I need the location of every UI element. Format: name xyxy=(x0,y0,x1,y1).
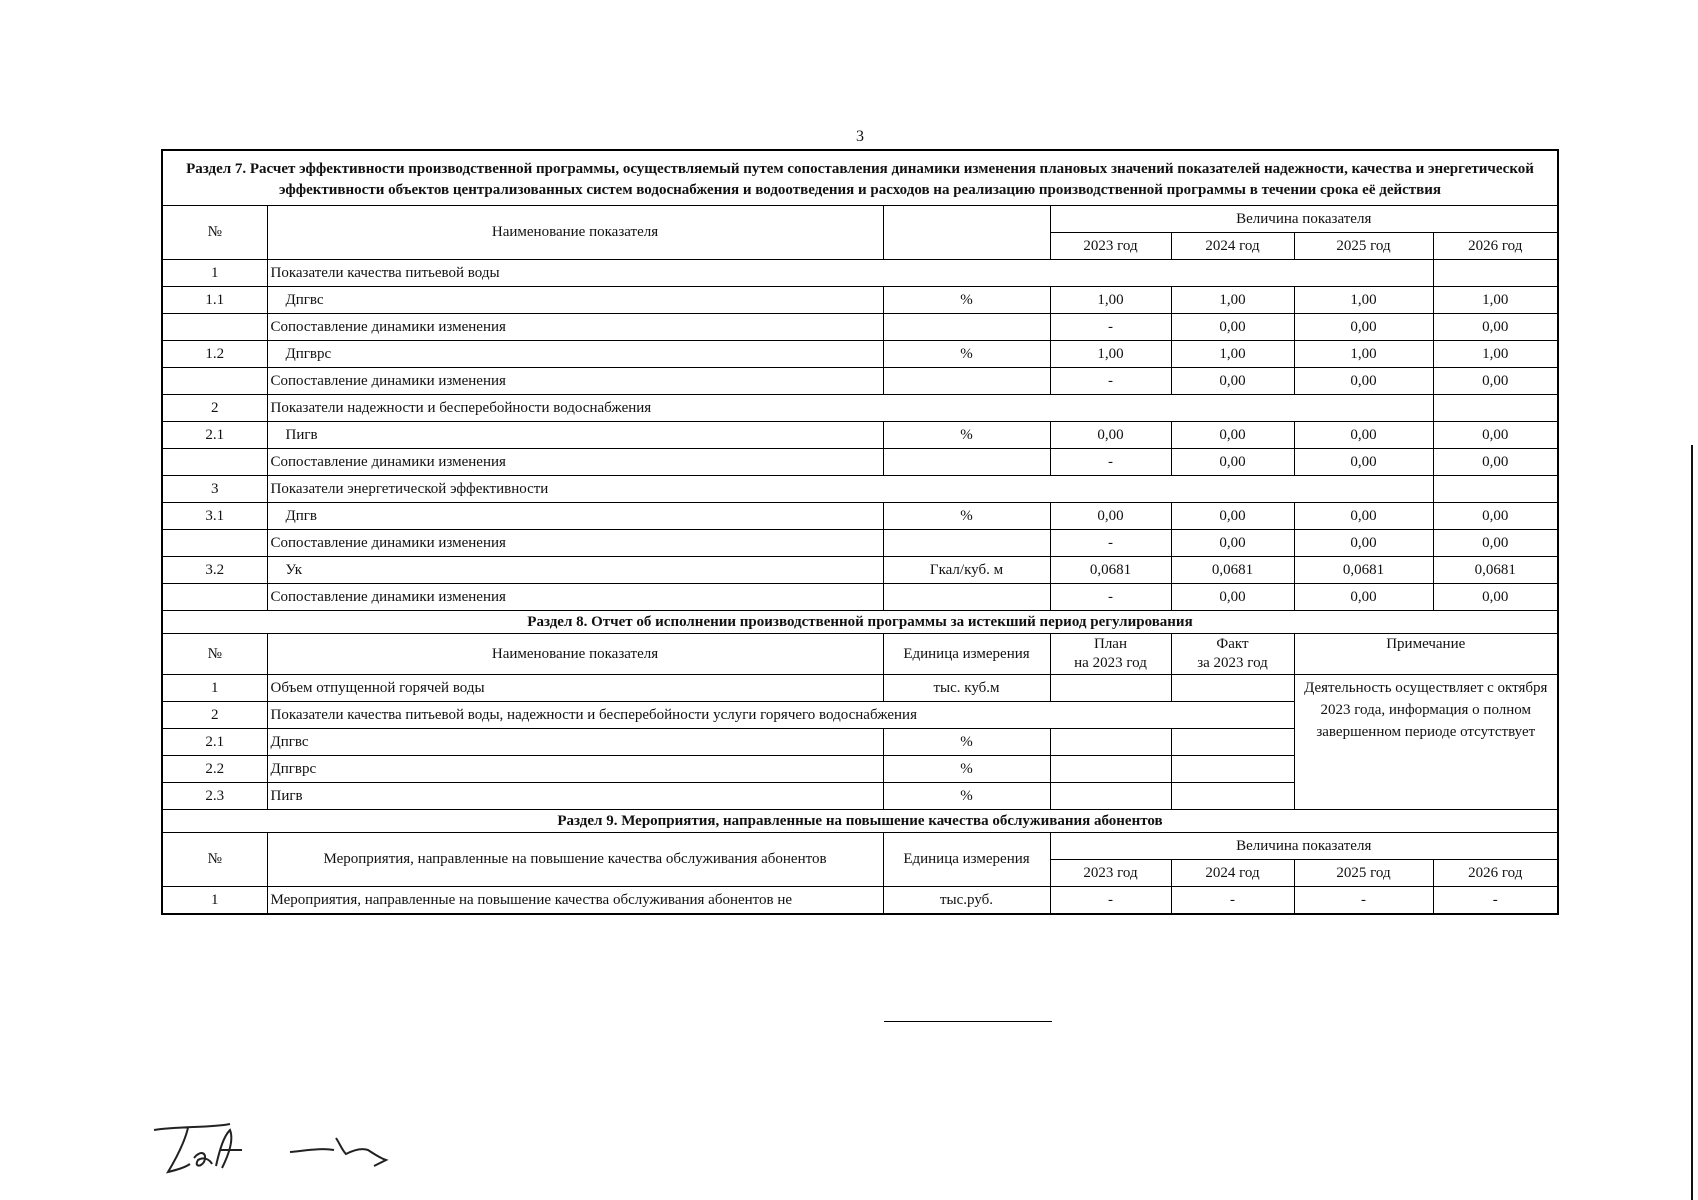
scan-edge-line xyxy=(1691,445,1693,1200)
column-header-num: № xyxy=(162,634,267,675)
group-num: 1 xyxy=(162,260,267,287)
indicator-name: Дпгврс xyxy=(267,341,883,368)
indicator-row xyxy=(162,422,1558,449)
column-header-value: Величина показателя xyxy=(1050,206,1558,233)
indicator-name: Пигв xyxy=(267,422,883,449)
indicator-unit: % xyxy=(883,341,1050,368)
empty-cell xyxy=(1433,395,1558,422)
indicator-value: 1,00 xyxy=(1433,341,1558,368)
comparison-value: 0,00 xyxy=(1433,449,1558,476)
indicator-value: 1,00 xyxy=(1171,287,1294,314)
comparison-value: 0,00 xyxy=(1294,314,1433,341)
comparison-value: 0,00 xyxy=(1433,314,1558,341)
report-row xyxy=(162,675,1558,702)
comparison-label: Сопоставление динамики изменения xyxy=(267,584,883,611)
fact-value xyxy=(1171,729,1294,756)
column-header-unit: Единица измерения xyxy=(883,833,1050,887)
empty-cell xyxy=(883,449,1050,476)
report-unit: % xyxy=(883,756,1050,783)
report-num: 2 xyxy=(162,702,267,729)
report-num: 2.2 xyxy=(162,756,267,783)
empty-cell xyxy=(162,449,267,476)
report-num: 2.3 xyxy=(162,783,267,810)
plan-value xyxy=(1050,675,1171,702)
fact-value xyxy=(1171,783,1294,810)
comparison-value: 0,00 xyxy=(1433,530,1558,557)
comparison-value: 0,00 xyxy=(1171,530,1294,557)
note-text: Деятельность осуществляет с октября 2023 года, информация о полном завершенном периоде отсутствует xyxy=(1294,675,1558,810)
column-header-note: Примечание xyxy=(1294,634,1558,675)
plan-period: на 2023 год xyxy=(1074,655,1147,671)
report-table-body xyxy=(162,150,1558,914)
column-header-num: № xyxy=(162,833,267,887)
section-9-title: Раздел 9. Мероприятия, направленные на повышение качества обслуживания абонентов xyxy=(162,810,1558,833)
comparison-value: - xyxy=(1050,314,1171,341)
measure-row xyxy=(162,887,1558,915)
indicator-value: 0,00 xyxy=(1050,503,1171,530)
comparison-row xyxy=(162,584,1558,611)
indicator-row xyxy=(162,341,1558,368)
group-num: 2 xyxy=(162,395,267,422)
section-8-title: Раздел 8. Отчет об исполнении производственной программы за истекший период регулирования xyxy=(162,611,1558,634)
indicator-unit: % xyxy=(883,287,1050,314)
indicator-unit: % xyxy=(883,503,1050,530)
indicator-num: 2.1 xyxy=(162,422,267,449)
report-group-title: Показатели качества питьевой воды, надежности и бесперебойности услуги горячего водоснабжения xyxy=(267,702,1294,729)
plan-value xyxy=(1050,756,1171,783)
group-num: 3 xyxy=(162,476,267,503)
group-row xyxy=(162,395,1558,422)
indicator-value: 1,00 xyxy=(1171,341,1294,368)
indicator-value: 0,0681 xyxy=(1294,557,1433,584)
report-name: Пигв xyxy=(267,783,883,810)
fact-period: за 2023 год xyxy=(1197,655,1268,671)
empty-cell xyxy=(162,530,267,557)
indicator-row xyxy=(162,503,1558,530)
group-title: Показатели качества питьевой воды xyxy=(267,260,1433,287)
plan-value xyxy=(1050,729,1171,756)
column-header-year: 2023 год xyxy=(1050,860,1171,887)
indicator-value: 0,00 xyxy=(1433,503,1558,530)
indicator-value: 0,00 xyxy=(1294,422,1433,449)
report-name: Дпгврс xyxy=(267,756,883,783)
comparison-label: Сопоставление динамики изменения xyxy=(267,314,883,341)
indicator-unit: Гкал/куб. м xyxy=(883,557,1050,584)
report-name: Объем отпущенной горячей воды xyxy=(267,675,883,702)
measure-unit: тыс.руб. xyxy=(883,887,1050,915)
measure-value: - xyxy=(1433,887,1558,915)
fact-value xyxy=(1171,756,1294,783)
column-header-year: 2025 год xyxy=(1294,233,1433,260)
measure-num: 1 xyxy=(162,887,267,915)
section-7-title-row xyxy=(162,150,1558,206)
column-header-name: Наименование показателя xyxy=(267,206,883,260)
indicator-value: 0,0681 xyxy=(1171,557,1294,584)
column-header-year: 2023 год xyxy=(1050,233,1171,260)
indicator-value: 0,00 xyxy=(1171,422,1294,449)
indicator-row xyxy=(162,557,1558,584)
section-8-header-row xyxy=(162,634,1558,675)
indicator-value: 1,00 xyxy=(1050,341,1171,368)
section-7-header-row xyxy=(162,206,1558,233)
report-name: Дпгвс xyxy=(267,729,883,756)
indicator-num: 3.2 xyxy=(162,557,267,584)
empty-cell xyxy=(883,530,1050,557)
column-header-name: Мероприятия, направленные на повышение качества обслуживания абонентов xyxy=(267,833,883,887)
measure-value: - xyxy=(1171,887,1294,915)
report-num: 2.1 xyxy=(162,729,267,756)
column-header-year: 2024 год xyxy=(1171,233,1294,260)
comparison-value: 0,00 xyxy=(1433,584,1558,611)
comparison-value: 0,00 xyxy=(1171,449,1294,476)
indicator-value: 0,00 xyxy=(1050,422,1171,449)
column-header-year: 2024 год xyxy=(1171,860,1294,887)
group-row xyxy=(162,260,1558,287)
empty-cell xyxy=(162,368,267,395)
report-unit: % xyxy=(883,729,1050,756)
column-header-year: 2026 год xyxy=(1433,233,1558,260)
comparison-value: 0,00 xyxy=(1171,368,1294,395)
indicator-value: 0,00 xyxy=(1433,422,1558,449)
empty-cell xyxy=(883,368,1050,395)
plan-label: План xyxy=(1093,636,1127,652)
column-header-unit: Единица измерения xyxy=(883,634,1050,675)
empty-cell xyxy=(1433,476,1558,503)
section-9-header-row xyxy=(162,833,1558,860)
comparison-value: - xyxy=(1050,449,1171,476)
comparison-row xyxy=(162,530,1558,557)
comparison-value: 0,00 xyxy=(1171,584,1294,611)
handwritten-signature xyxy=(150,1110,430,1190)
indicator-value: 0,00 xyxy=(1294,503,1433,530)
report-table xyxy=(161,149,1559,915)
indicator-value: 0,0681 xyxy=(1433,557,1558,584)
indicator-value: 1,00 xyxy=(1294,341,1433,368)
measure-value: - xyxy=(1294,887,1433,915)
indicator-num: 1.1 xyxy=(162,287,267,314)
comparison-value: 0,00 xyxy=(1171,314,1294,341)
column-header-unit xyxy=(883,206,1050,260)
plan-value xyxy=(1050,783,1171,810)
comparison-value: 0,00 xyxy=(1294,449,1433,476)
indicator-value: 1,00 xyxy=(1050,287,1171,314)
comparison-value: 0,00 xyxy=(1294,368,1433,395)
column-header-name: Наименование показателя xyxy=(267,634,883,675)
measure-name: Мероприятия, направленные на повышение качества обслуживания абонентов не xyxy=(267,887,883,915)
comparison-value: 0,00 xyxy=(1433,368,1558,395)
indicator-num: 3.1 xyxy=(162,503,267,530)
section-9-title-row xyxy=(162,810,1558,833)
measure-value: - xyxy=(1050,887,1171,915)
footer-rule xyxy=(884,1021,1052,1022)
comparison-value: - xyxy=(1050,584,1171,611)
report-unit: % xyxy=(883,783,1050,810)
comparison-label: Сопоставление динамики изменения xyxy=(267,368,883,395)
empty-cell xyxy=(883,584,1050,611)
column-header-plan xyxy=(1050,634,1171,675)
column-header-fact xyxy=(1171,634,1294,675)
comparison-label: Сопоставление динамики изменения xyxy=(267,530,883,557)
empty-cell xyxy=(162,314,267,341)
empty-cell xyxy=(883,314,1050,341)
comparison-value: - xyxy=(1050,530,1171,557)
indicator-unit: % xyxy=(883,422,1050,449)
fact-value xyxy=(1171,675,1294,702)
comparison-label: Сопоставление динамики изменения xyxy=(267,449,883,476)
column-header-value: Величина показателя xyxy=(1050,833,1558,860)
group-row xyxy=(162,476,1558,503)
comparison-value: - xyxy=(1050,368,1171,395)
indicator-name: Дпгвс xyxy=(267,287,883,314)
column-header-year: 2026 год xyxy=(1433,860,1558,887)
section-8-title-row xyxy=(162,611,1558,634)
comparison-value: 0,00 xyxy=(1294,530,1433,557)
group-title: Показатели энергетической эффективности xyxy=(267,476,1433,503)
fact-label: Факт xyxy=(1216,636,1249,652)
empty-cell xyxy=(162,584,267,611)
page-number: 3 xyxy=(856,128,864,145)
indicator-name: Дпгв xyxy=(267,503,883,530)
indicator-value: 1,00 xyxy=(1294,287,1433,314)
section-7-title: Раздел 7. Расчет эффективности производственной программы, осуществляемый путем сопоставления динамики изменения плановых значений показателей надежности, качества и энергетической эффективности объектов централизованных систем водоснабжения и водоотведения и расходов на реализацию производственной программы в течении срока её действия xyxy=(162,150,1558,206)
comparison-row xyxy=(162,368,1558,395)
column-header-year: 2025 год xyxy=(1294,860,1433,887)
indicator-value: 0,00 xyxy=(1171,503,1294,530)
report-unit: тыс. куб.м xyxy=(883,675,1050,702)
indicator-value: 1,00 xyxy=(1433,287,1558,314)
empty-cell xyxy=(1433,260,1558,287)
group-title: Показатели надежности и бесперебойности водоснабжения xyxy=(267,395,1433,422)
indicator-row xyxy=(162,287,1558,314)
indicator-name: Ук xyxy=(267,557,883,584)
comparison-row xyxy=(162,314,1558,341)
column-header-num: № xyxy=(162,206,267,260)
indicator-value: 0,0681 xyxy=(1050,557,1171,584)
comparison-row xyxy=(162,449,1558,476)
comparison-value: 0,00 xyxy=(1294,584,1433,611)
indicator-num: 1.2 xyxy=(162,341,267,368)
report-num: 1 xyxy=(162,675,267,702)
